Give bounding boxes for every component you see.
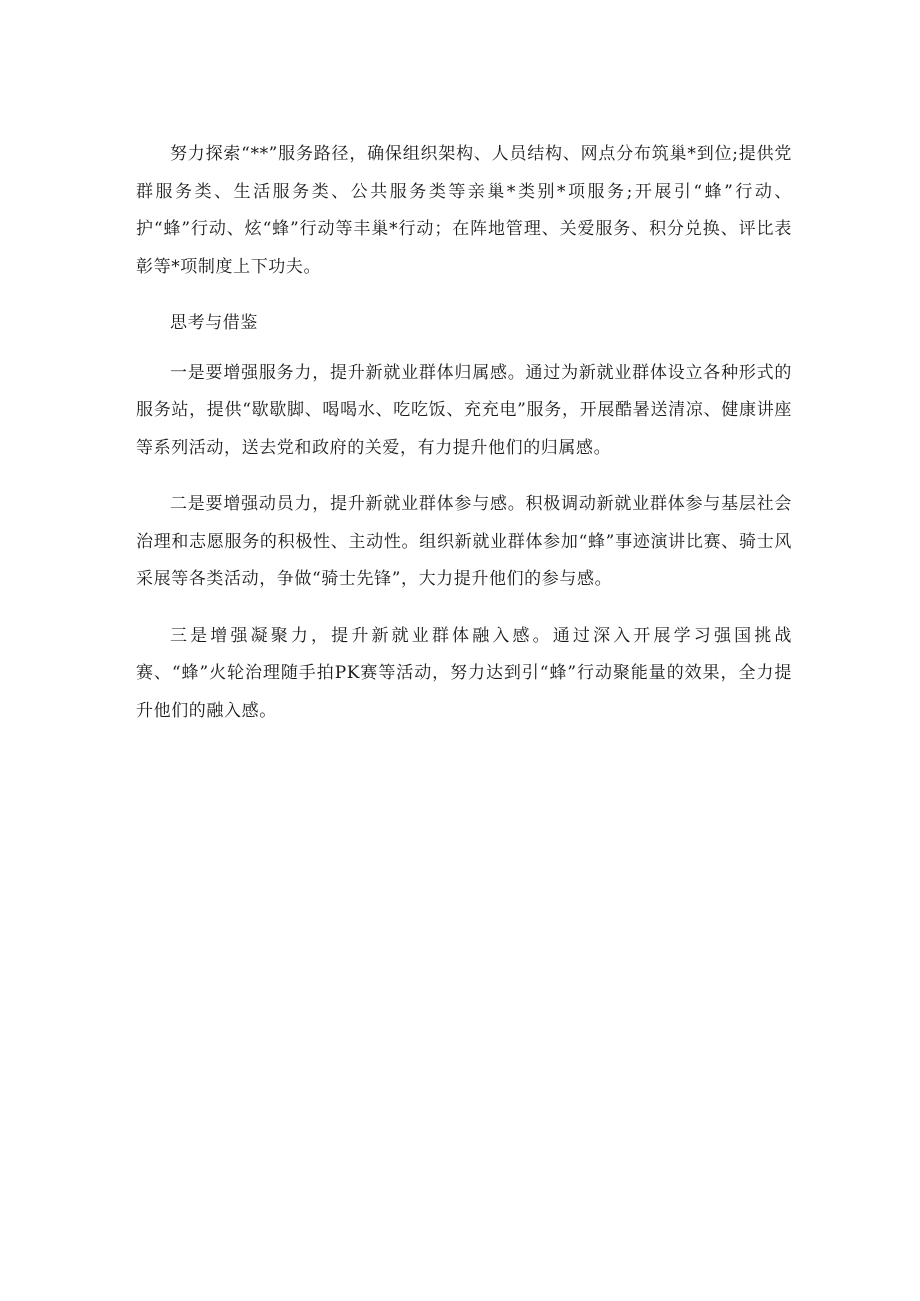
document-body — [136, 136, 792, 749]
paragraph-point-three: 三是增强凝聚力，提升新就业群体融入感。通过深入开展学习强国挑战赛、“蜂”火轮治理随手拍PK赛等活动，努力达到引“蜂”行动聚能量的效果，全力提升他们的融入感。 — [136, 625, 792, 721]
paragraph-point-one: 一是要增强服务力，提升新就业群体归属感。通过为新就业群体设立各种形式的服务站，提供“歇歇脚、喝喝水、吃吃饭、充充电”服务，开展酷暑送清凉、健康讲座等系列活动，送去党和政府的关爱，有力提升他们的归属感。 — [136, 362, 792, 458]
paragraph-service-path: 努力探索“**”服务路径，确保组织架构、人员结构、网点分布筑巢*到位;提供党群服务类、生活服务类、公共服务类等亲巢*类别*项服务;开展引“蜂”行动、护“蜂”行动、炫“蜂”行动等丰巢*行动；在阵地管理、关爱服务、积分兑换、评比表彰等*项制度上下功夫。 — [136, 144, 792, 277]
paragraph-point-two: 二是要增强动员力，提升新就业群体参与感。积极调动新就业群体参与基层社会治理和志愿服务的积极性、主动性。组织新就业群体参加“蜂”事迹演讲比赛、骑士风采展等各类活动，争做“骑士先锋”，大力提升他们的参与感。 — [136, 494, 792, 589]
section-heading: 思考与借鉴 — [170, 313, 258, 333]
